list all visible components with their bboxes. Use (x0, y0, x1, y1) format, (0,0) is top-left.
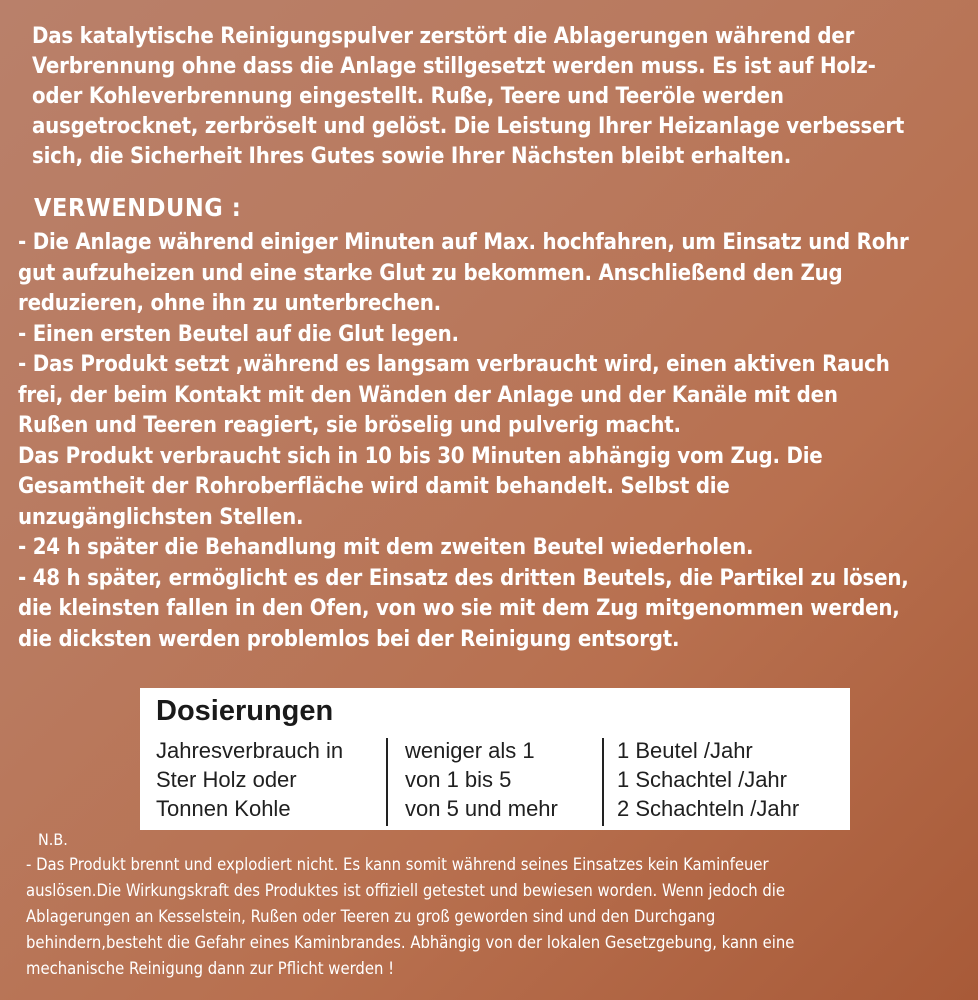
usage-step: - 24 h später die Behandlung mit dem zweiten Beutel wiederholen. (18, 535, 754, 560)
dosage-box (140, 688, 850, 830)
column-divider (386, 738, 388, 826)
usage-step: - Das Produkt setzt ,während es langsam verbraucht wird, einen aktiven Rauch frei, der beim Kontakt mit den Wänden der Anlage und der Kanäle mit den Rußen und Teeren reagiert, sie bröselig und pulverig macht. (18, 352, 890, 438)
dosage-label-column: Jahresverbrauch in Ster Holz oder Tonnen Kohle (156, 738, 344, 821)
usage-instructions (18, 228, 968, 655)
dosage-title: Dosierungen (156, 695, 334, 727)
usage-step: Das Produkt verbraucht sich in 10 bis 30 Minuten abhängig vom Zug. Die Gesamtheit der Rohroberfläche wird damit behandelt. Selbst die unzugänglichsten Stellen. (18, 443, 823, 530)
usage-step: - Einen ersten Beutel auf die Glut legen. (18, 321, 459, 347)
nb-label: N.B. (38, 830, 68, 849)
usage-step: - 48 h später, ermöglicht es der Einsatz des dritten Beutels, die Partikel zu lösen, die kleinsten fallen in den Ofen, von wo sie mit dem Zug mitgenommen werden, die dicksten werden problemlos bei der Reinigung entsorgt. (18, 565, 909, 652)
usage-heading: VERWENDUNG : (34, 193, 242, 222)
column-divider (602, 738, 604, 826)
safety-note: - Das Produkt brennt und explodiert nicht. Es kann somit während seines Einsatzes kein Kaminfeuer auslösen.Die Wirkungskraft des Produktes ist offiziell getestet und bewiesen worden. Wenn jedoch die Ablagerungen an Kesselstein, Rußen oder Teeren zu groß geworden sind und den Durchgang behindern,besteht die Gefahr eines Kaminbrandes. Abhängig von der lokalen Gesetzgebung, kann eine mechanische Reinigung dann zur Pflicht werden ! (26, 855, 795, 978)
dosage-dose-column: 1 Beutel /Jahr 1 Schachtel /Jahr 2 Schachteln /Jahr (617, 738, 800, 821)
dosage-amount-column: weniger als 1 von 1 bis 5 von 5 und mehr (405, 738, 558, 821)
intro-paragraph: Das katalytische Reinigungspulver zerstört die Ablagerungen während der Verbrennung ohne dass die Anlage stillgesetzt werden muss. Es ist auf Holz- oder Kohleverbrennung eingestellt. Ruße, Teere und Teeröle werden ausgetrocknet, zerbröselt und gelöst. Die Leistung Ihrer Heizanlage verbessert sich, die Sicherheit Ihres Gutes sowie Ihrer Nächsten bleibt erhalten. (32, 24, 905, 169)
usage-step: - Die Anlage während einiger Minuten auf Max. hochfahren, um Einsatz und Rohr gut aufzuheizen und eine starke Glut zu bekommen. Anschließend den Zug reduzieren, ohne ihn zu unterbrechen. (18, 230, 909, 316)
